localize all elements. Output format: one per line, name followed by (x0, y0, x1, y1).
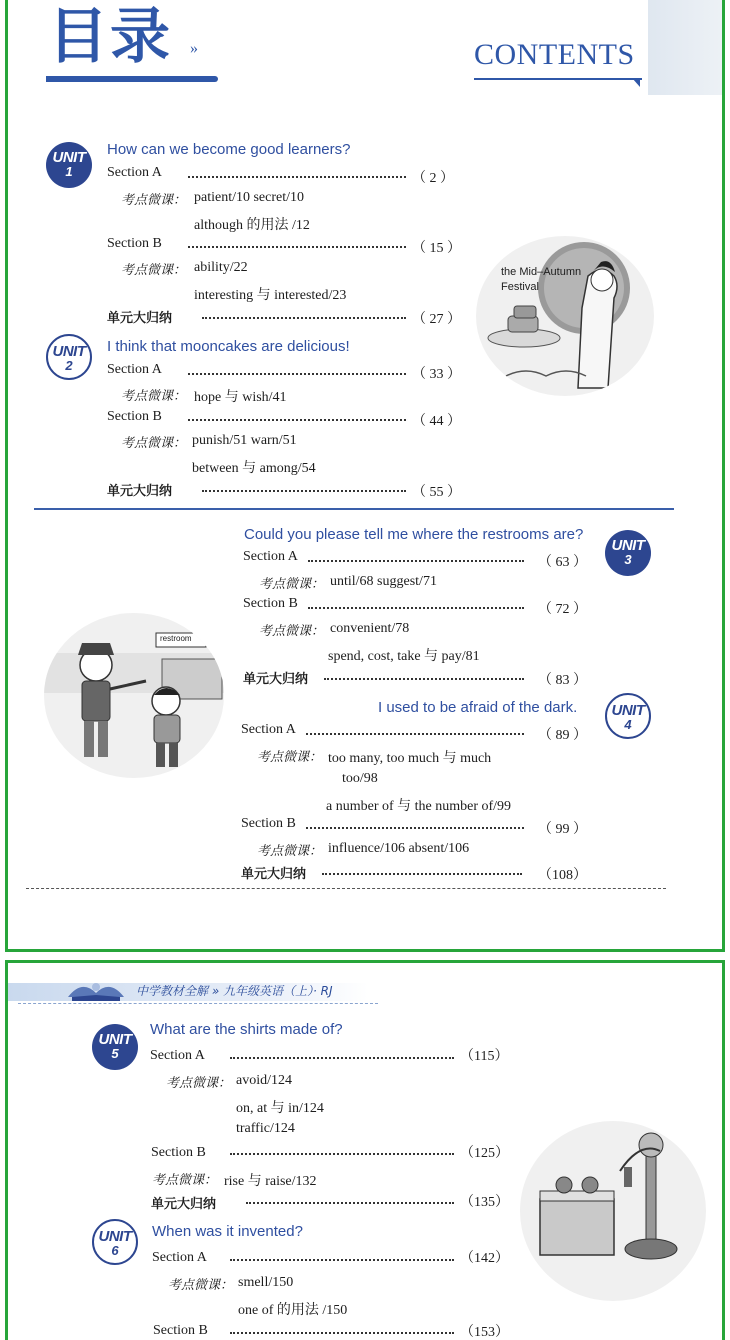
unit-2-section-a-page: （ 33 ） (412, 367, 461, 382)
unit-5-section-b-page: （125） (460, 1146, 509, 1161)
unit-1-title[interactable]: How can we become good learners? (107, 141, 351, 158)
mid-autumn-illustration (476, 236, 654, 396)
book-logo-icon (64, 977, 130, 1005)
unit-6-section-b[interactable]: Section B (153, 1323, 208, 1338)
leader-dots (306, 827, 524, 829)
unit-5-section-a-page: （115） (460, 1049, 509, 1064)
unit-1-badge: UNIT 1 (46, 142, 92, 188)
kd-item[interactable]: influence/106 absent/106 (328, 841, 470, 856)
section-divider (34, 508, 674, 510)
kd-item[interactable]: interesting 与 interested/23 (194, 288, 347, 303)
header-background (648, 0, 725, 95)
toc-page-2 (5, 960, 725, 1340)
telephone-icon (520, 1121, 706, 1301)
unit-3-title[interactable]: Could you please tell me where the restrooms are? (244, 526, 584, 543)
kd-label: 考点微课： (257, 750, 323, 765)
unit-3-summary[interactable]: 单元大归纳 (243, 672, 309, 687)
unit-2-summary-page: （ 55 ） (412, 485, 461, 500)
kd-label: 考点微课： (121, 436, 187, 451)
kd-item[interactable]: spend, cost, take 与 pay/81 (328, 649, 480, 664)
leader-dots (306, 733, 524, 735)
kd-label: 考点微课： (121, 193, 187, 208)
leader-dots (230, 1259, 454, 1261)
unit-1-section-b-page: （ 15 ） (412, 241, 461, 256)
unit-1-section-a-page: （ 2 ） (412, 171, 454, 186)
kd-label: 考点微课： (152, 1173, 218, 1188)
unit-3-badge: UNIT 3 (605, 530, 651, 576)
leader-dots (188, 246, 406, 248)
unit-2-summary[interactable]: 单元大归纳 (107, 484, 173, 499)
page-bottom-divider (26, 888, 666, 889)
unit-4-badge: UNIT 4 (605, 693, 651, 739)
unit-2-section-a[interactable]: Section A (107, 362, 162, 377)
unit-2-title[interactable]: I think that mooncakes are delicious! (107, 338, 350, 355)
kd-item[interactable]: avoid/124 (236, 1073, 292, 1088)
unit-1-section-b[interactable]: Section B (107, 236, 162, 251)
restroom-icon (44, 613, 224, 778)
restroom-illustration (44, 613, 224, 778)
unit-3-section-a[interactable]: Section A (243, 549, 298, 564)
kd-label: 考点微课： (121, 389, 187, 404)
unit-6-section-a[interactable]: Section A (152, 1250, 207, 1265)
mid-autumn-icon (476, 236, 654, 396)
leader-dots (324, 678, 524, 680)
running-header: 中学教材全解 » 九年级英语（上）· RJ (136, 984, 333, 998)
telephone-illustration (520, 1121, 706, 1301)
kd-label: 考点微课： (168, 1278, 234, 1293)
running-header-rule (18, 1003, 378, 1004)
unit-5-summary[interactable]: 单元大归纳 (151, 1197, 217, 1212)
leader-dots (322, 873, 522, 875)
kd-item[interactable]: convenient/78 (330, 621, 410, 636)
leader-dots (188, 419, 406, 421)
unit-4-section-b[interactable]: Section B (241, 816, 296, 831)
kd-label: 考点微课： (259, 577, 325, 592)
kd-label: 考点微课： (257, 844, 323, 859)
unit-5-badge: UNIT 5 (92, 1024, 138, 1070)
page-title-cn: 目录 (48, 2, 172, 72)
unit-6-section-a-page: （142） (460, 1251, 509, 1266)
leader-dots (202, 317, 406, 319)
kd-item[interactable]: ability/22 (194, 260, 248, 275)
unit-4-summary[interactable]: 单元大归纳 (241, 867, 307, 882)
kd-item[interactable]: traffic/124 (236, 1121, 295, 1136)
leader-dots (230, 1153, 454, 1155)
kd-item[interactable]: smell/150 (238, 1275, 294, 1290)
toc-page-1 (5, 0, 725, 952)
illustration-caption: the Mid–Autumn (501, 266, 582, 278)
unit-3-section-b[interactable]: Section B (243, 596, 298, 611)
title-en-triangle-icon (632, 78, 640, 87)
kd-label: 考点微课： (166, 1076, 232, 1091)
restroom-sign: restroom (160, 634, 192, 643)
title-en-underline (474, 78, 642, 80)
unit-3-section-a-page: （ 63 ） (538, 555, 587, 570)
kd-label: 考点微课： (121, 263, 187, 278)
kd-item[interactable]: too/98 (342, 771, 378, 786)
unit-1-summary-page: （ 27 ） (412, 312, 461, 327)
kd-item[interactable]: although 的用法 /12 (194, 218, 310, 233)
unit-6-badge: UNIT 6 (92, 1219, 138, 1265)
leader-dots (188, 176, 406, 178)
unit-5-section-a[interactable]: Section A (150, 1048, 205, 1063)
leader-dots (308, 607, 524, 609)
leader-dots (188, 373, 406, 375)
unit-5-title[interactable]: What are the shirts made of? (150, 1021, 343, 1038)
publisher-logo (64, 977, 130, 1010)
title-arrow-icon: » (190, 40, 198, 57)
kd-label: 考点微课： (259, 624, 325, 639)
kd-item[interactable]: too many, too much 与 much (328, 751, 492, 766)
kd-item[interactable]: one of 的用法 /150 (238, 1303, 348, 1318)
kd-item[interactable]: until/68 suggest/71 (330, 574, 437, 589)
unit-6-section-b-page: （153） (460, 1325, 509, 1340)
unit-3-section-b-page: （ 72 ） (538, 602, 587, 617)
leader-dots (308, 560, 524, 562)
unit-1-summary[interactable]: 单元大归纳 (107, 311, 173, 326)
unit-2-section-b[interactable]: Section B (107, 409, 162, 424)
unit-4-title[interactable]: I used to be afraid of the dark. (378, 699, 578, 716)
illustration-caption: Festival (501, 281, 539, 293)
unit-4-section-a[interactable]: Section A (241, 722, 296, 737)
unit-2-section-b-page: （ 44 ） (412, 414, 461, 429)
kd-item[interactable]: a number of 与 the number of/99 (326, 799, 512, 814)
kd-item[interactable]: hope 与 wish/41 (194, 390, 287, 405)
leader-dots (230, 1332, 454, 1334)
kd-item[interactable]: punish/51 warn/51 (192, 433, 297, 448)
kd-item[interactable]: rise 与 raise/132 (224, 1174, 317, 1189)
unit-4-summary-page: （108） (538, 868, 587, 883)
unit-1-section-a[interactable]: Section A (107, 165, 162, 180)
page-title-en: CONTENTS (474, 38, 635, 71)
leader-dots (230, 1057, 454, 1059)
leader-dots (202, 490, 406, 492)
leader-dots (246, 1202, 454, 1204)
unit-4-section-a-page: （ 89 ） (538, 728, 587, 743)
unit-5-section-b[interactable]: Section B (151, 1145, 206, 1160)
unit-6-title[interactable]: When was it invented? (152, 1223, 303, 1240)
unit-4-section-b-page: （ 99 ） (538, 822, 587, 837)
unit-2-badge: UNIT 2 (46, 334, 92, 380)
kd-item[interactable]: patient/10 secret/10 (194, 190, 305, 205)
kd-item[interactable]: on, at 与 in/124 (236, 1101, 324, 1116)
title-underline (46, 76, 218, 82)
unit-5-summary-page: （135） (460, 1195, 509, 1210)
unit-3-summary-page: （ 83 ） (538, 673, 587, 688)
kd-item[interactable]: between 与 among/54 (192, 461, 316, 476)
